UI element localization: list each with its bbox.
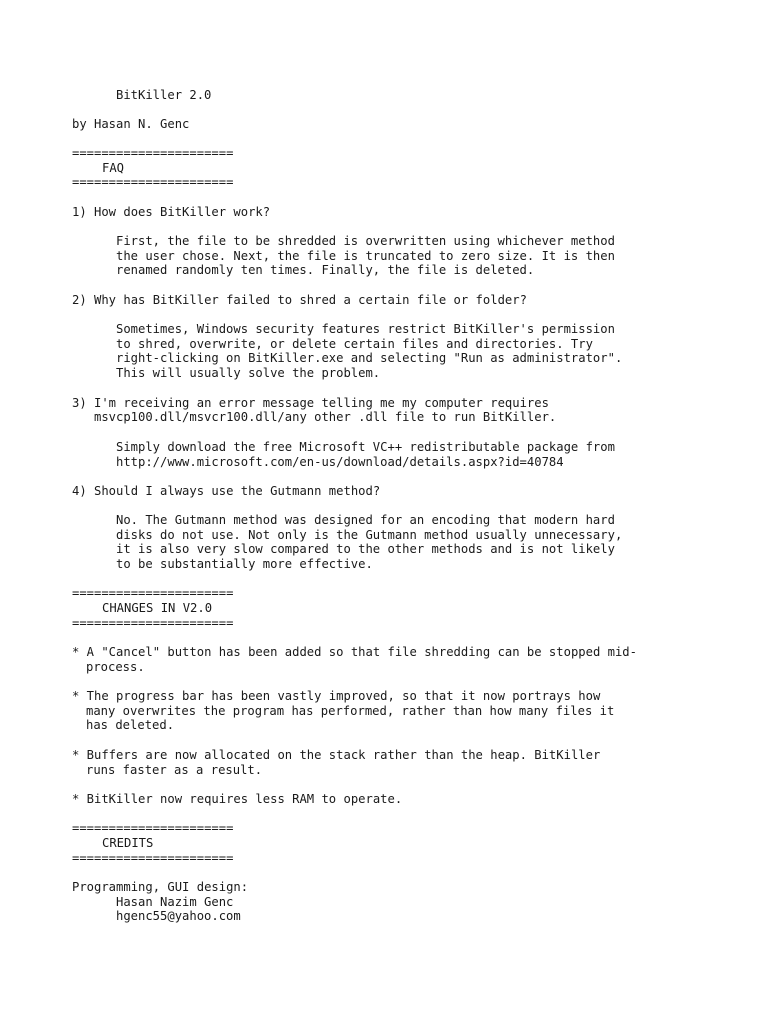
- faq-question: 4) Should I always use the Gutmann method?: [72, 484, 381, 498]
- faq-answer-line: to shred, overwrite, or delete certain files and directories. Try: [116, 337, 593, 351]
- faq-answer-line: Sometimes, Windows security features restrict BitKiller's permission: [116, 322, 615, 336]
- faq-answer-url: http://www.microsoft.com/en-us/download/details.aspx?id=40784: [116, 455, 564, 469]
- change-item: * A "Cancel" button has been added so that file shredding can be stopped mid-: [72, 645, 637, 659]
- section-heading-faq: FAQ: [102, 161, 125, 175]
- section-rule: ======================: [72, 851, 234, 865]
- change-item: * Buffers are now allocated on the stack rather than the heap. BitKiller: [72, 748, 601, 762]
- faq-answer-line: it is also very slow compared to the other methods and is not likely: [116, 542, 615, 556]
- faq-question-continued: msvcp100.dll/msvcr100.dll/any other .dll file to run BitKiller.: [94, 410, 557, 424]
- credits-email: hgenc55@yahoo.com: [116, 909, 241, 923]
- doc-author: by Hasan N. Genc: [72, 117, 190, 131]
- section-rule: ======================: [72, 146, 234, 160]
- faq-answer-line: First, the file to be shredded is overwritten using whichever method: [116, 234, 615, 248]
- section-rule: ======================: [72, 821, 234, 835]
- faq-question: 1) How does BitKiller work?: [72, 205, 271, 219]
- faq-answer-line: to be substantially more effective.: [116, 557, 373, 571]
- faq-answer-line: Simply download the free Microsoft VC++ redistributable package from: [116, 440, 615, 454]
- faq-answer-line: disks do not use. Not only is the Gutmann method usually unnecessary,: [116, 528, 623, 542]
- change-item: * The progress bar has been vastly improved, so that it now portrays how: [72, 689, 601, 703]
- faq-question: 2) Why has BitKiller failed to shred a certain file or folder?: [72, 293, 527, 307]
- faq-answer-line: renamed randomly ten times. Finally, the file is deleted.: [116, 263, 535, 277]
- section-rule: ======================: [72, 616, 234, 630]
- faq-answer-line: This will usually solve the problem.: [116, 366, 381, 380]
- credits-role: Programming, GUI design:: [72, 880, 249, 894]
- change-item-continued: process.: [86, 660, 145, 674]
- faq-answer-line: No. The Gutmann method was designed for an encoding that modern hard: [116, 513, 615, 527]
- section-heading-credits: CREDITS: [102, 836, 154, 850]
- faq-answer-line: right-clicking on BitKiller.exe and selecting "Run as administrator".: [116, 351, 623, 365]
- section-rule: ======================: [72, 586, 234, 600]
- change-item-continued: runs faster as a result.: [86, 763, 263, 777]
- section-rule: ======================: [72, 175, 234, 189]
- section-heading-changes: CHANGES IN V2.0: [102, 601, 213, 615]
- change-item-continued: many overwrites the program has performed, rather than how many files it: [86, 704, 615, 718]
- change-item-continued: has deleted.: [86, 718, 175, 732]
- credits-name: Hasan Nazim Genc: [116, 895, 234, 909]
- change-item: * BitKiller now requires less RAM to operate.: [72, 792, 403, 806]
- doc-title: BitKiller 2.0: [116, 88, 212, 102]
- faq-answer-line: the user chose. Next, the file is truncated to zero size. It is then: [116, 249, 615, 263]
- faq-question: 3) I'm receiving an error message telling me my computer requires: [72, 396, 549, 410]
